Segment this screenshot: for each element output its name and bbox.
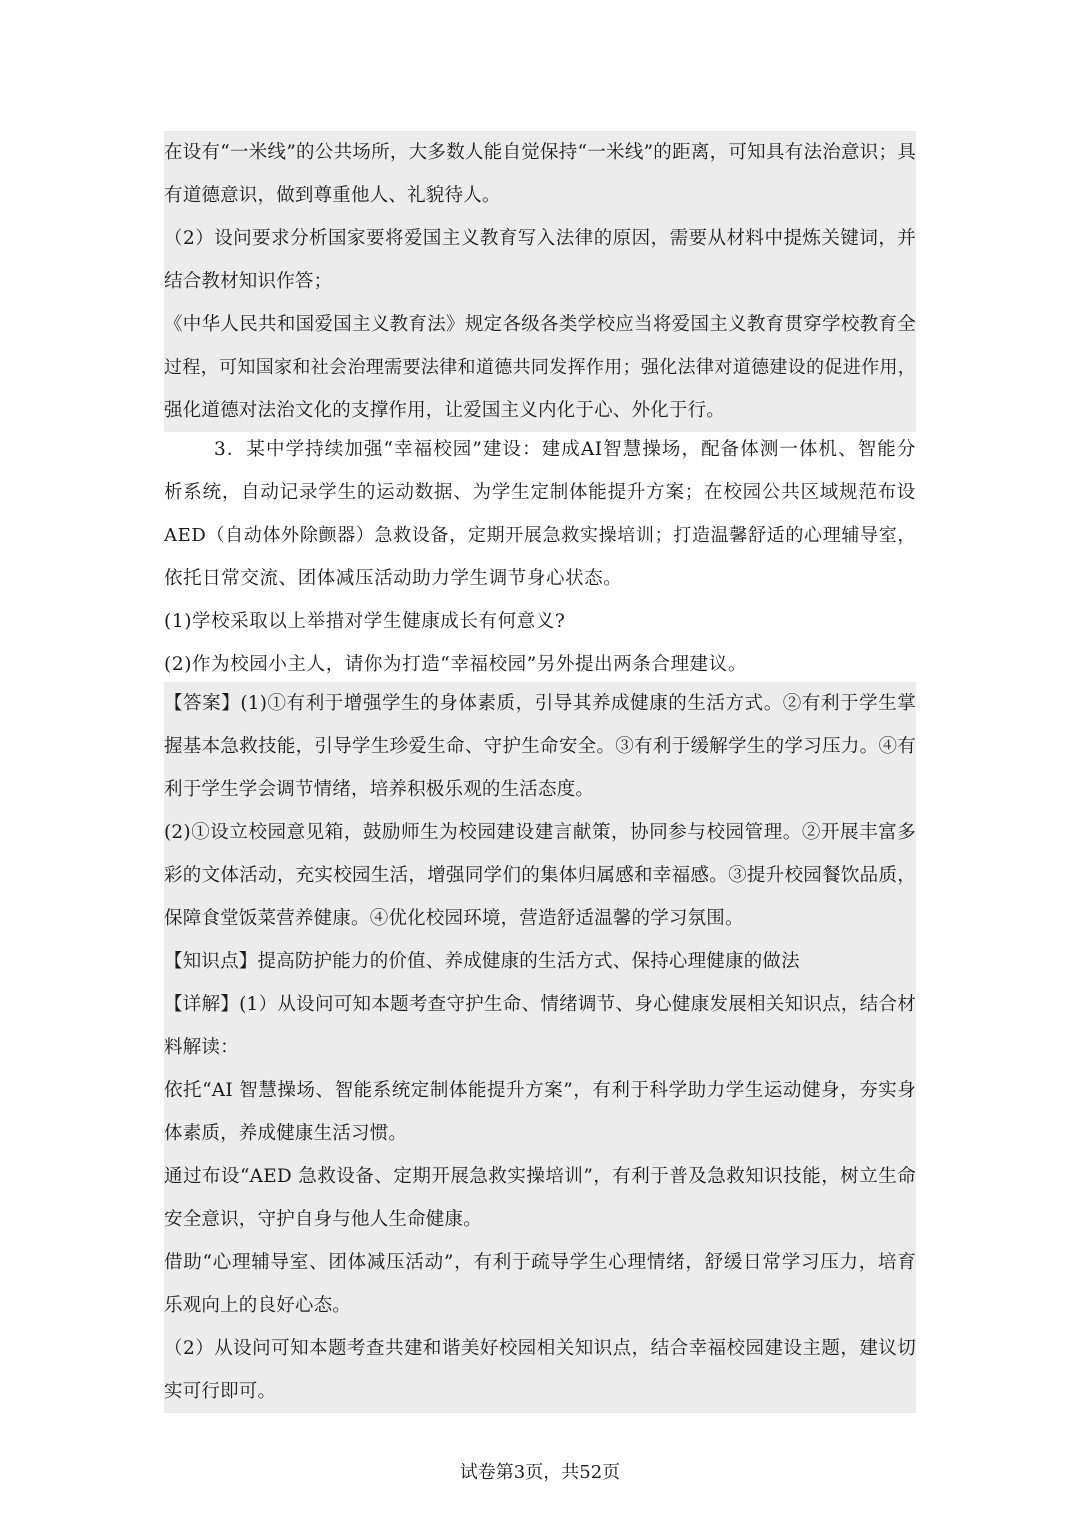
explanation-line: 【详解】(1）从设问可知本题考查守护生命、情绪调节、身心健康发展相关知识点，结合材	[164, 994, 916, 1015]
text-line: 有道德意识，做到尊重他人、礼貌待人。	[164, 185, 501, 206]
text-line: （2）设问要求分析国家要将爱国主义教育写入法律的原因，需要从材料中提炼关键词，并	[164, 228, 916, 249]
explanation-line: （2）从设问可知本题考查共建和谐美好校园相关知识点，结合幸福校园建设主题，建议切	[164, 1338, 916, 1359]
sub-question-1: (1)学校采取以上举措对学生健康成长有何意义?	[164, 611, 566, 632]
explanation-line: 乐观向上的良好心态。	[164, 1295, 352, 1316]
explanation-line: 安全意识，守护自身与他人生命健康。	[164, 1209, 482, 1230]
explanation-line: 依托“AI 智慧操场、智能系统定制体能提升方案”，有利于科学助力学生运动健身，夯实身	[164, 1080, 916, 1101]
question-stem-line: 析系统，自动记录学生的运动数据、为学生定制体能提升方案；在校园公共区域规范布设	[164, 482, 916, 503]
text-line: 在设有“一米线”的公共场所，大多数人能自觉保持“一米线”的距离，可知具有法治意识；具	[164, 142, 916, 163]
explanation-line: 体素质，养成健康生活习惯。	[164, 1123, 408, 1144]
explanation-line: 实可行即可。	[164, 1381, 277, 1402]
answer-line: 彩的文体活动，充实校园生活，增强同学们的集体归属感和幸福感。③提升校园餐饮品质，	[164, 865, 916, 886]
answer-line: (2)①设立校园意见箱，鼓励师生为校园建设建言献策，协同参与校园管理。②开展丰富多	[164, 822, 916, 843]
answer-block	[164, 682, 916, 1413]
answer-line: 利于学生学会调节情绪，培养积极乐观的生活态度。	[164, 779, 595, 800]
knowledge-point-line: 【知识点】提高防护能力的价值、养成健康的生活方式、保持心理健康的做法	[164, 951, 800, 972]
explanation-line: 料解读：	[164, 1037, 239, 1058]
page-footer: 试卷第3页，共52页	[459, 1462, 621, 1483]
question-stem-line: 3．某中学持续加强“幸福校园”建设：建成AI智慧操场，配备体测一体机、智能分	[214, 439, 916, 460]
question-stem-line: AED（自动体外除颤器）急救设备，定期开展急救实操培训；打造温馨舒适的心理辅导室，	[164, 525, 916, 546]
answer-line: 【答案】(1)①有利于增强学生的身体素质，引导其养成健康的生活方式。②有利于学生掌	[164, 693, 916, 714]
question-stem-line: 依托日常交流、团体减压活动助力学生调节身心状态。	[164, 568, 623, 589]
question-3	[164, 428, 916, 686]
text-line: 《中华人民共和国爱国主义教育法》规定各级各类学校应当将爱国主义教育贯穿学校教育全	[164, 314, 916, 335]
answer-line: 保障食堂饭菜营养健康。④优化校园环境，营造舒适温馨的学习氛围。	[164, 908, 744, 929]
answer-line: 握基本急救技能，引导学生珍爱生命、守护生命安全。③有利于缓解学生的学习压力。④有	[164, 736, 916, 757]
sub-question-2: (2)作为校园小主人，请你为打造“幸福校园”另外提出两条合理建议。	[164, 654, 747, 675]
explanation-line: 借助“心理辅导室、团体减压活动”，有利于疏导学生心理情绪，舒缓日常学习压力，培育	[164, 1252, 916, 1273]
text-line: 过程，可知国家和社会治理需要法律和道德共同发挥作用；强化法律对道德建设的促进作用，	[164, 357, 916, 378]
text-line: 结合教材知识作答；	[164, 271, 333, 292]
text-line: 强化道德对法治文化的支撑作用，让爱国主义内化于心、外化于行。	[164, 400, 726, 421]
explanation-line: 通过布设“AED 急救设备、定期开展急救实操培训”，有利于普及急救知识技能，树立生命	[164, 1166, 916, 1187]
analysis-block-previous	[164, 131, 916, 432]
